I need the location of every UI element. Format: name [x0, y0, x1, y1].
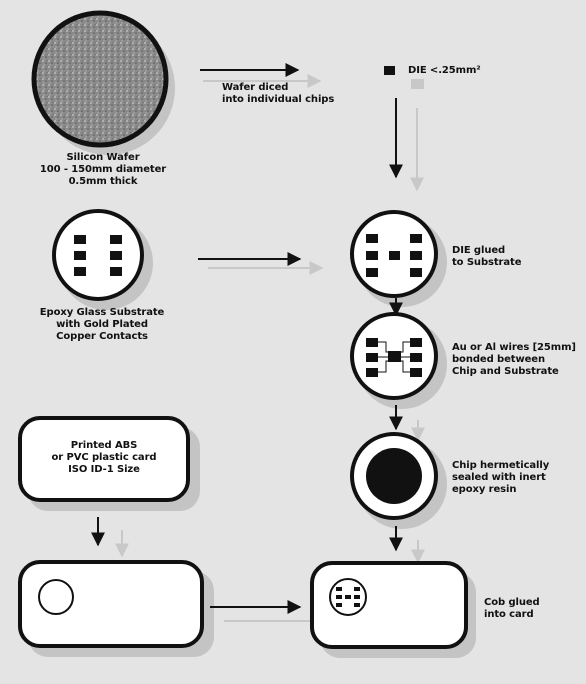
- substrate-circle: [54, 211, 153, 310]
- dicing-arrow: [200, 70, 320, 81]
- sealed-chip-circle: [352, 434, 447, 529]
- final-card: [312, 563, 476, 658]
- substrate-caption: [22, 307, 182, 343]
- glued-label-line2: to Substrate: [452, 257, 522, 268]
- wire-bonded-circle: [352, 314, 447, 409]
- blank-card: [20, 562, 214, 657]
- glued-label-line1: DIE glued: [452, 245, 506, 256]
- wafer-caption-line3: 0.5mm thick: [68, 176, 138, 187]
- card-label-line3: ISO ID-1 Size: [68, 464, 140, 475]
- silicon-wafer: [34, 13, 175, 155]
- sealed-label: [452, 460, 549, 496]
- die-glued-circle: [352, 212, 447, 307]
- sealed-label-line3: epoxy resin: [452, 484, 517, 495]
- dicing-label-line1: Wafer diced: [222, 82, 289, 93]
- wires-label-line2: bonded between: [452, 354, 545, 365]
- substrate-caption-line2: with Gold Plated: [56, 319, 148, 330]
- final-label-line2: into card: [484, 609, 534, 620]
- glued-label: [452, 245, 521, 269]
- seal-to-card-arrow: [396, 526, 418, 562]
- substrate-caption-line3: Copper Contacts: [56, 331, 148, 342]
- wires-label-line1: Au or Al wires [25mm]: [452, 342, 576, 353]
- substrate-caption-line1: Epoxy Glass Substrate: [39, 307, 165, 318]
- final-label: [484, 597, 540, 621]
- sealed-label-line2: sealed with inert: [452, 472, 546, 483]
- wires-label-line3: Chip and Substrate: [452, 366, 559, 377]
- card-label: [24, 440, 184, 476]
- die-down-arrow: [396, 98, 417, 190]
- card-label-line2: or PVC plastic card: [51, 452, 157, 463]
- die-size-label: DIE <.25mm²: [408, 65, 481, 76]
- substrate-arrow: [198, 259, 322, 268]
- dicing-label-line2: into individual chips: [222, 94, 335, 105]
- sealed-label-line1: Chip hermetically: [452, 460, 550, 471]
- card-down-arrow: [98, 517, 122, 556]
- card-label-line1: Printed ABS: [70, 440, 138, 451]
- dicing-label: [222, 82, 334, 106]
- card-to-final-arrow: [210, 607, 326, 621]
- final-label-line1: Cob glued: [484, 597, 540, 608]
- wafer-caption-line2: 100 - 150mm diameter: [39, 164, 167, 175]
- wafer-caption-line1: Silicon Wafer: [66, 152, 140, 163]
- wires-label: [452, 342, 576, 378]
- wafer-caption: [38, 152, 168, 188]
